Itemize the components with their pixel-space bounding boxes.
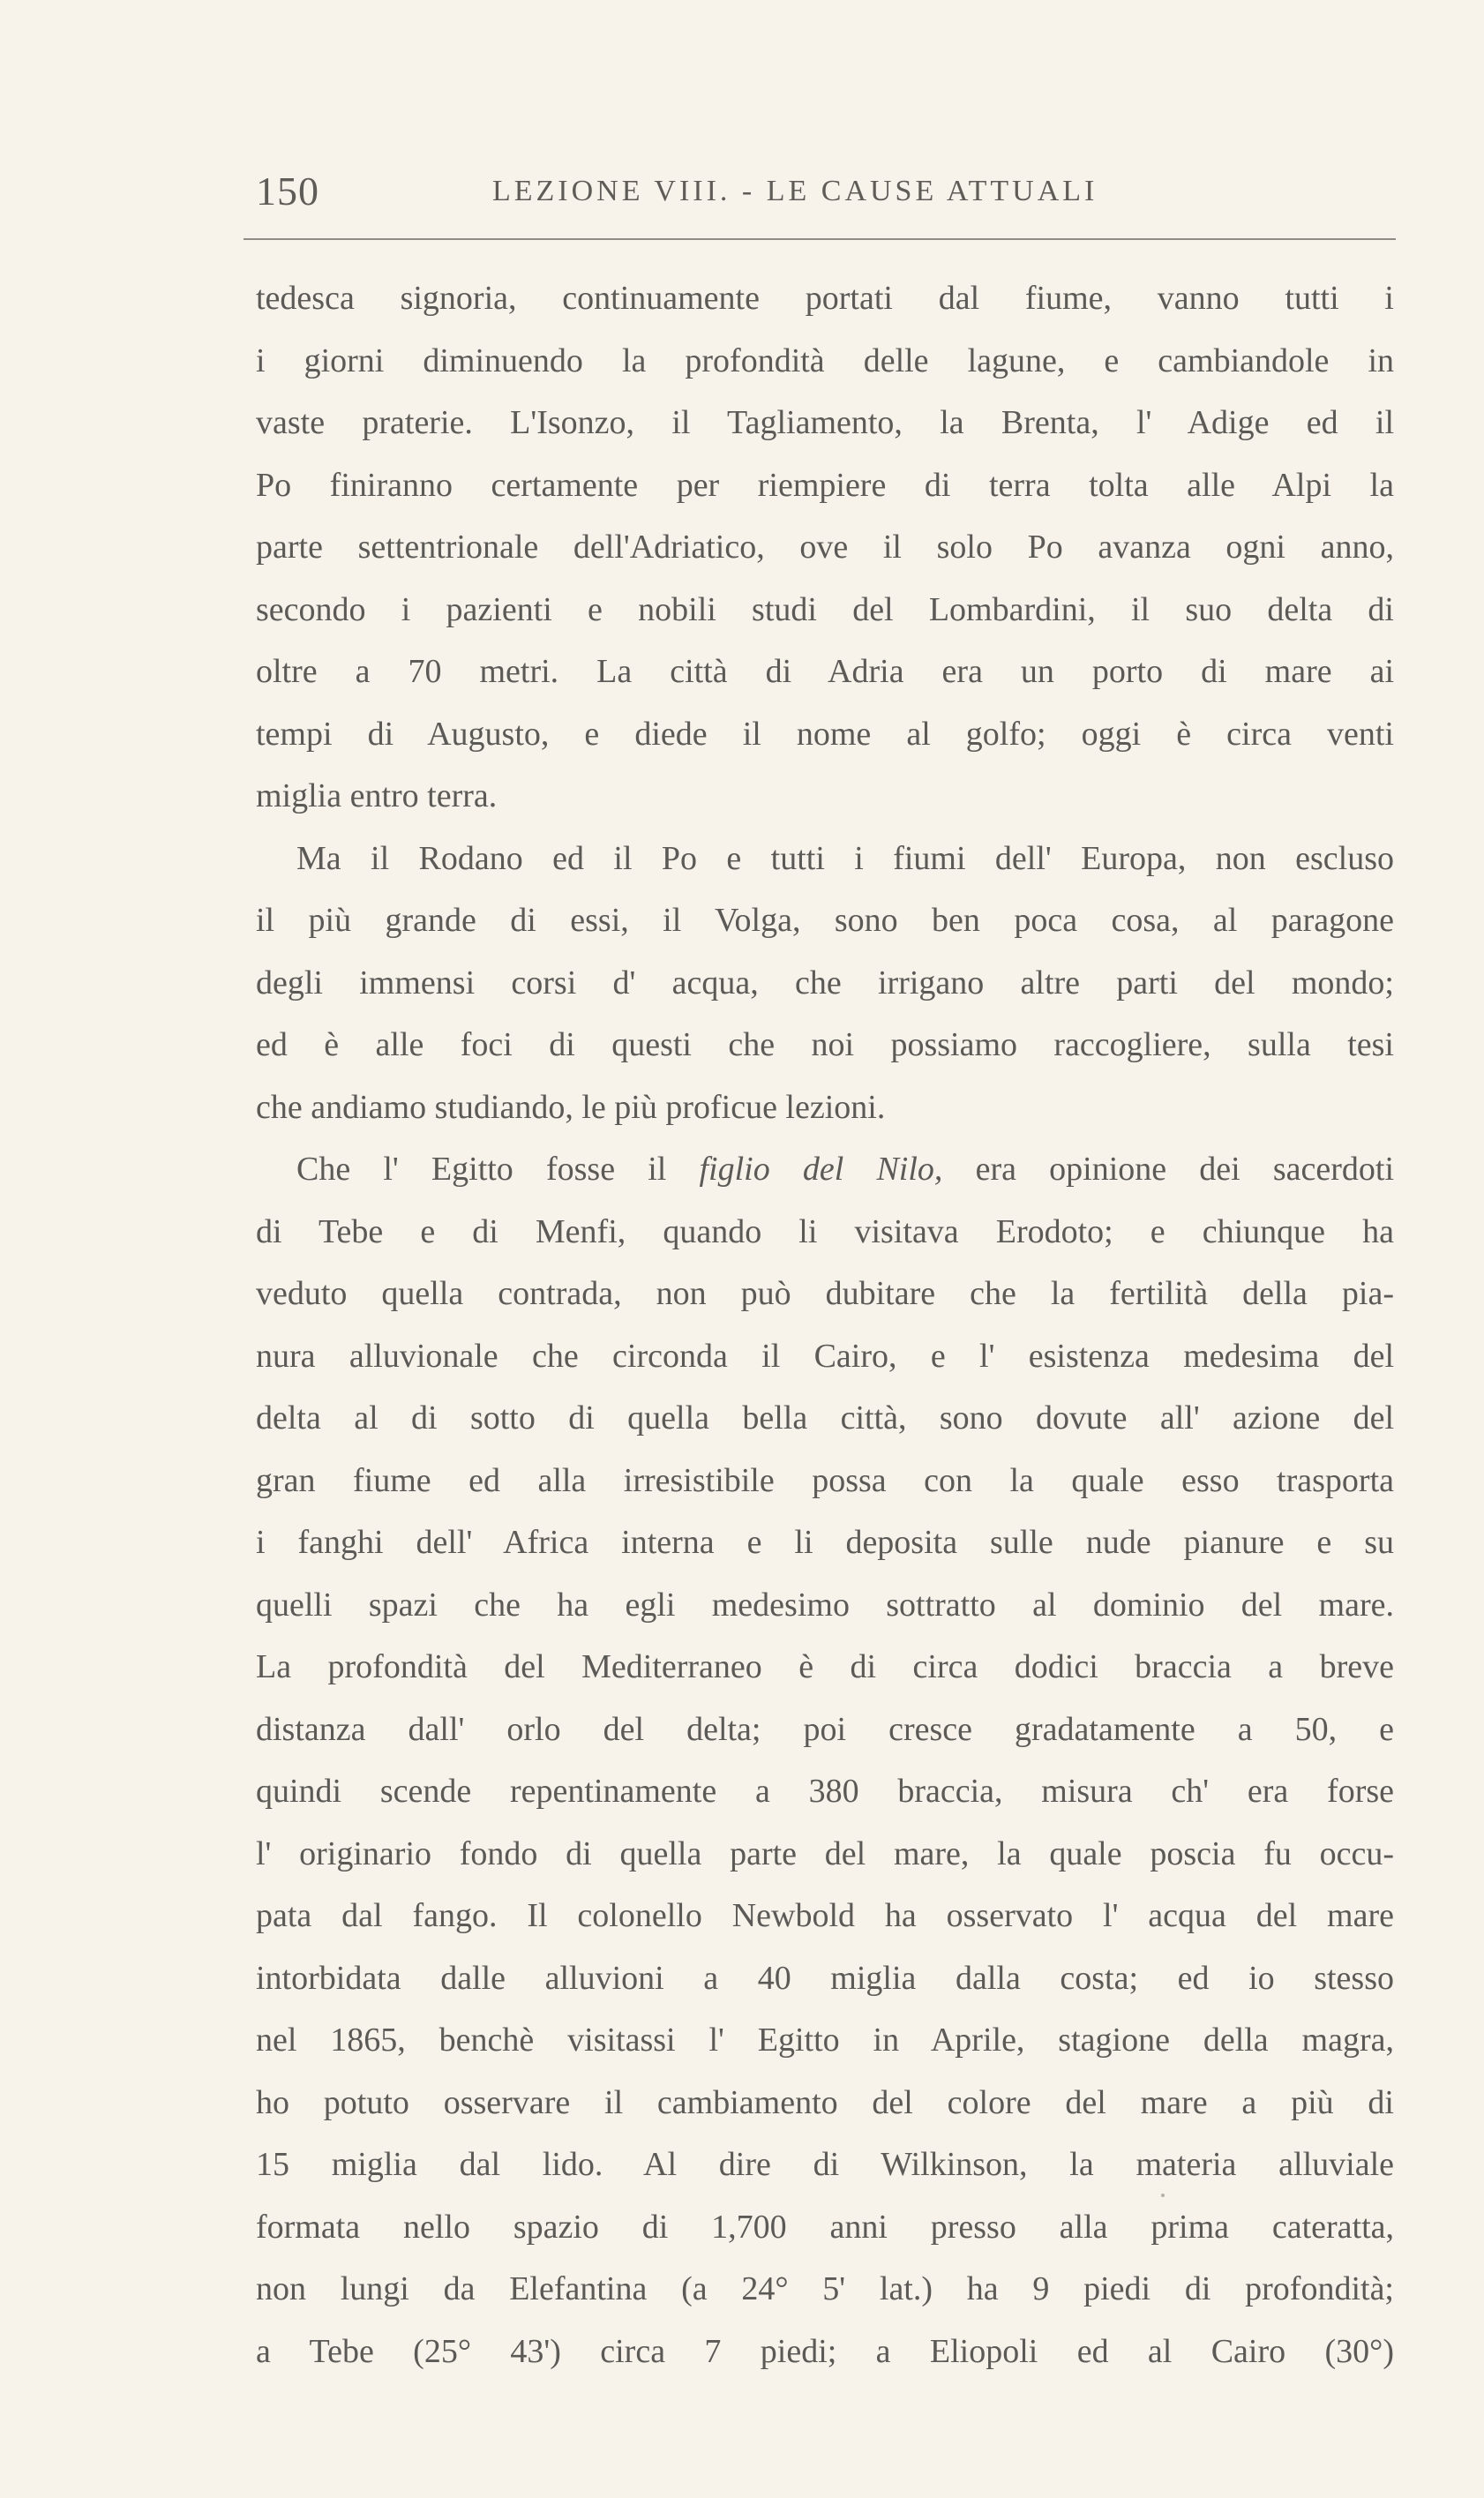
text-line: ho potuto osservare il cambiamento del colore del mare a più di xyxy=(256,2083,1394,2121)
text-line: secondo i pazienti e nobili studi del Lombardini, il suo delta di xyxy=(256,590,1394,628)
text-line: miglia entro terra. xyxy=(256,777,498,814)
page-number: 150 xyxy=(256,169,319,214)
text-line: non lungi da Elefantina (a 24° 5' lat.) ha 9 piedi di profondità; xyxy=(256,2270,1394,2307)
paragraph-first-line: Ma il Rodano ed il Po e tutti i fiumi dell' Europa, non escluso xyxy=(296,839,1394,877)
text-line: che andiamo studiando, le più proficue lezioni. xyxy=(256,1088,886,1126)
body-text xyxy=(256,267,1394,2382)
text-line: formata nello spazio di 1,700 anni presso alla prima cateratta, xyxy=(256,2208,1394,2246)
text-line: l' originario fondo di quella parte del mare, la quale poscia fu occu- xyxy=(256,1834,1394,1872)
line-text-before-italic: Che l' Egitto fosse il xyxy=(296,1151,700,1188)
text-line: di Tebe e di Menfi, quando li visitava Erodoto; e chiunque ha xyxy=(256,1212,1394,1250)
line-text-after-italic: era opinione dei sacerdoti xyxy=(942,1151,1395,1188)
text-line: degli immensi corsi d' acqua, che irrigano altre parti del mondo; xyxy=(256,964,1394,1001)
running-head: LEZIONE VIII. - LE CAUSE ATTUALI xyxy=(492,175,1098,207)
text-line: pata dal fango. Il colonello Newbold ha osservato l' acqua del mare xyxy=(256,1897,1394,1934)
text-line: Po finiranno certamente per riempiere di terra tolta alle Alpi la xyxy=(256,466,1394,504)
page-header xyxy=(256,157,1394,221)
text-line: parte settentrionale dell'Adriatico, ove il solo Po avanza ogni anno, xyxy=(256,529,1394,566)
paragraph-first-line xyxy=(256,1138,1394,1201)
paper-speck xyxy=(1161,2194,1165,2197)
text-line: i giorni diminuendo la profondità delle lagune, e cambiandole in xyxy=(256,341,1394,379)
italic-phrase: figlio del Nilo, xyxy=(699,1151,943,1188)
text-line: gran fiume ed alla irresistibile possa con la quale esso trasporta xyxy=(256,1461,1394,1499)
header-rule xyxy=(244,238,1396,240)
text-line: distanza dall' orlo del delta; poi cresce gradatamente a 50, e xyxy=(256,1710,1394,1748)
text-line: nura alluvionale che circonda il Cairo, e l' esistenza medesima del xyxy=(256,1337,1394,1375)
text-line: nel 1865, benchè visitassi l' Egitto in Aprile, stagione della magra, xyxy=(256,2022,1394,2059)
text-line: quelli spazi che ha egli medesimo sottratto al dominio del mare. xyxy=(256,1586,1394,1624)
text-line: i fanghi dell' Africa interna e li deposita sulle nude pianure e su xyxy=(256,1524,1394,1561)
text-line: vaste praterie. L'Isonzo, il Tagliamento, la Brenta, l' Adige ed il xyxy=(256,404,1394,441)
text-line: La profondità del Mediterraneo è di circa dodici braccia a breve xyxy=(256,1648,1394,1685)
text-line: veduto quella contrada, non può dubitare che la fertilità della pia- xyxy=(256,1275,1394,1312)
text-line: a Tebe (25° 43') circa 7 piedi; a Eliopoli ed al Cairo (30°) xyxy=(256,2332,1394,2370)
text-line: tedesca signoria, continuamente portati dal fiume, vanno tutti i xyxy=(256,280,1394,317)
text-line: intorbidata dalle alluvioni a 40 miglia dalla costa; ed io stesso xyxy=(256,1959,1394,1997)
text-line: delta al di sotto di quella bella città, sono dovute all' azione del xyxy=(256,1399,1394,1437)
text-line: tempi di Augusto, e diede il nome al golfo; oggi è circa venti xyxy=(256,715,1394,753)
text-line: oltre a 70 metri. La città di Adria era un porto di mare ai xyxy=(256,653,1394,690)
text-line: ed è alle foci di questi che noi possiamo raccogliere, sulla tesi xyxy=(256,1026,1394,1063)
text-line: 15 miglia dal lido. Al dire di Wilkinson, la materia alluviale xyxy=(256,2146,1394,2183)
text-line: quindi scende repentinamente a 380 braccia, misura ch' era forse xyxy=(256,1773,1394,1810)
text-line: il più grande di essi, il Volga, sono ben poca cosa, al paragone xyxy=(256,902,1394,939)
